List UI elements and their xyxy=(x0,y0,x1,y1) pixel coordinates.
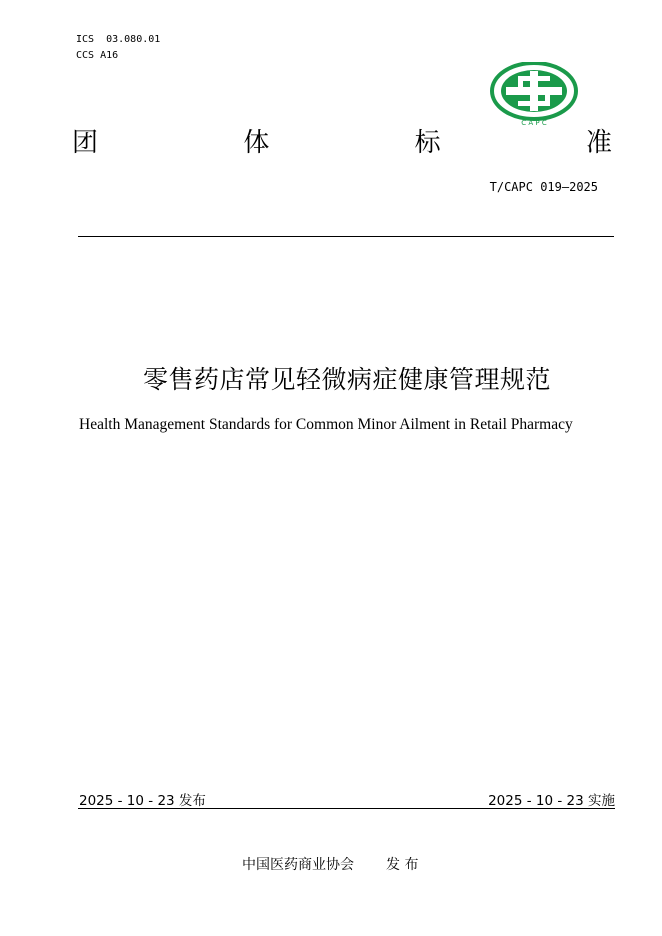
document-title-english: Health Management Standards for Common Minor Ailment in Retail Pharmacy xyxy=(79,416,573,433)
standard-type-title xyxy=(72,128,612,158)
publisher-action: 发 布 xyxy=(386,857,419,873)
issue-date: 2025 - 10 - 23 发布 xyxy=(79,793,206,809)
document-title-chinese: 零售药店常见轻微病症健康管理规范 xyxy=(142,365,551,394)
publisher-name: 中国医药商业协会 xyxy=(242,857,354,873)
publisher xyxy=(242,854,418,874)
capc-emblem-icon xyxy=(488,62,580,128)
classification-codes xyxy=(76,32,160,64)
implementation-date: 2025 - 10 - 23 实施 xyxy=(488,793,615,809)
bottom-divider xyxy=(78,808,615,809)
standard-number: T/CAPC 019—2025 xyxy=(489,180,598,194)
emblem-text: C A P C xyxy=(521,119,547,127)
standard-type-char: 体 xyxy=(243,128,270,158)
ccs-code: CCS A16 xyxy=(76,50,119,61)
top-divider xyxy=(78,236,614,237)
standard-type-char: 标 xyxy=(414,128,441,158)
ics-code: ICS 03.080.01 xyxy=(76,34,161,45)
standard-type-char: 团 xyxy=(72,128,99,158)
standard-type-char: 准 xyxy=(585,128,612,158)
